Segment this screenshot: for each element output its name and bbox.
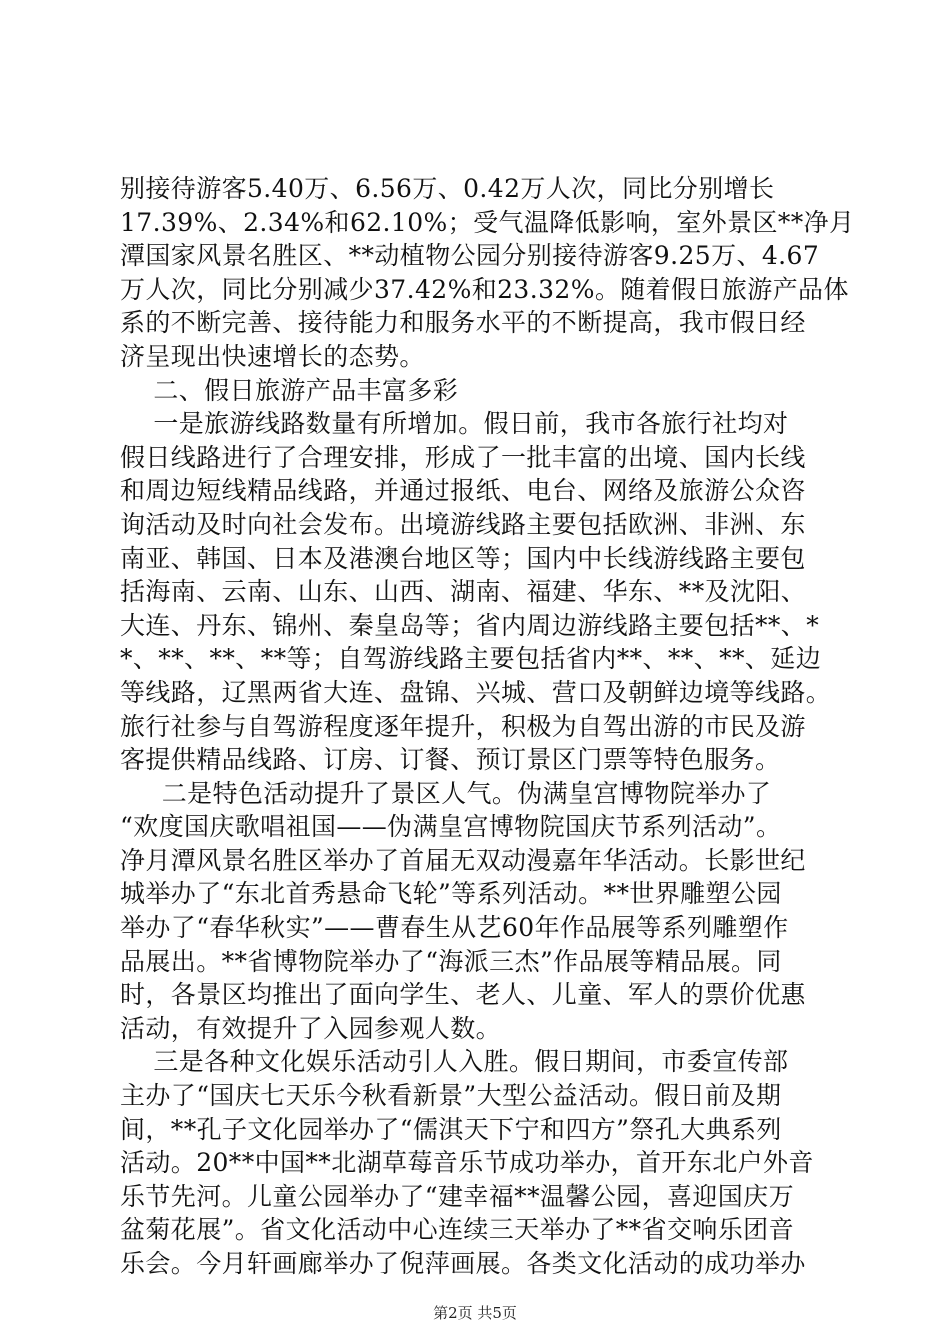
text-line: 和周边短线精品线路，并通过报纸、电台、网络及旅游公众咨 [120,476,806,506]
section-heading: 二、假日旅游产品丰富多彩 [120,375,459,405]
text-line: 净月潭风景名胜区举办了首届无双动漫嘉年华活动。长影世纪 [120,845,806,875]
text-line: 活动。20**中国**北湖草莓音乐节成功举办，首开东北户外音 [120,1148,814,1178]
text-line: 乐会。今月轩画廊举办了倪萍画展。各类文化活动的成功举办 [120,1249,806,1278]
text-line: 三是各种文化娱乐活动引人入胜。假日期间，市委宣传部 [120,1047,789,1077]
text-line: 万人次，同比分别减少37.42%和23.32%。随着假日旅游产品体 [120,274,849,304]
text-line: *、**、**、**等；自驾游线路主要包括省内**、**、**、延边 [120,644,822,674]
text-line: 大连、丹东、锦州、秦皇岛等；省内周边游线路主要包括**、* [120,610,820,640]
text-line: 乐节先河。儿童公园举办了“建幸福**温馨公园，喜迎国庆万 [120,1181,794,1211]
text-line: 举办了“春华秋实”——曹春生从艺60年作品展等系列雕塑作 [120,913,789,943]
text-line: 二是特色活动提升了景区人气。伪满皇宫博物院举办了 [120,778,772,808]
text-line: 品展出。**省博物院举办了“海派三杰”作品展等精品展。同 [120,946,782,976]
page-number-footer: 第2页 共5页 [433,1304,517,1322]
text-line: 17.39%、2.34%和62.10%；受气温降低影响，室外景区**净月 [120,207,855,237]
text-line: 活动，有效提升了入园参观人数。 [120,1013,502,1043]
text-line: 等线路，辽黑两省大连、盘锦、兴城、营口及朝鲜边境等线路。 [120,677,832,707]
text-line: 主办了“国庆七天乐今秋看新景”大型公益活动。假日前及期 [120,1081,782,1111]
text-line: 济呈现出快速增长的态势。 [120,341,425,371]
text-line: 假日线路进行了合理安排，形成了一批丰富的出境、国内长线 [120,442,806,472]
text-line: 一是旅游线路数量有所增加。假日前，我市各旅行社均对 [120,409,789,439]
text-line: 盆菊花展”。省文化活动中心连续三天举办了**省交响乐团音 [120,1215,794,1245]
text-line: “欢度国庆歌唱祖国——伪满皇宫博物院国庆节系列活动”。 [120,812,782,842]
text-line: 括海南、云南、山东、山西、湖南、福建、华东、**及沈阳、 [120,577,807,607]
text-line: 南亚、韩国、日本及港澳台地区等；国内中长线游线路主要包 [120,543,806,573]
text-line: 城举办了“东北首秀悬命飞轮”等系列活动。**世界雕塑公园 [120,879,782,909]
text-line: 时，各景区均推出了面向学生、老人、儿童、军人的票价优惠 [120,980,806,1010]
text-line: 系的不断完善、接待能力和服务水平的不断提高，我市假日经 [120,308,806,338]
text-line: 询活动及时向社会发布。出境游线路主要包括欧洲、非洲、东 [120,509,806,539]
text-line: 旅行社参与自驾游程度逐年提升，积极为自驾出游的市民及游 [120,711,806,741]
text-line: 别接待游客5.40万、6.56万、0.42万人次，同比分别增长 [120,174,775,203]
document-body [120,172,855,1281]
text-line: 潭国家风景名胜区、**动植物公园分别接待游客9.25万、4.67 [120,241,820,271]
text-line: 客提供精品线路、订房、订餐、预订景区门票等特色服务。 [120,745,781,775]
text-line: 间，**孔子文化园举办了“儒淇天下宁和四方”祭孔大典系列 [120,1114,782,1144]
